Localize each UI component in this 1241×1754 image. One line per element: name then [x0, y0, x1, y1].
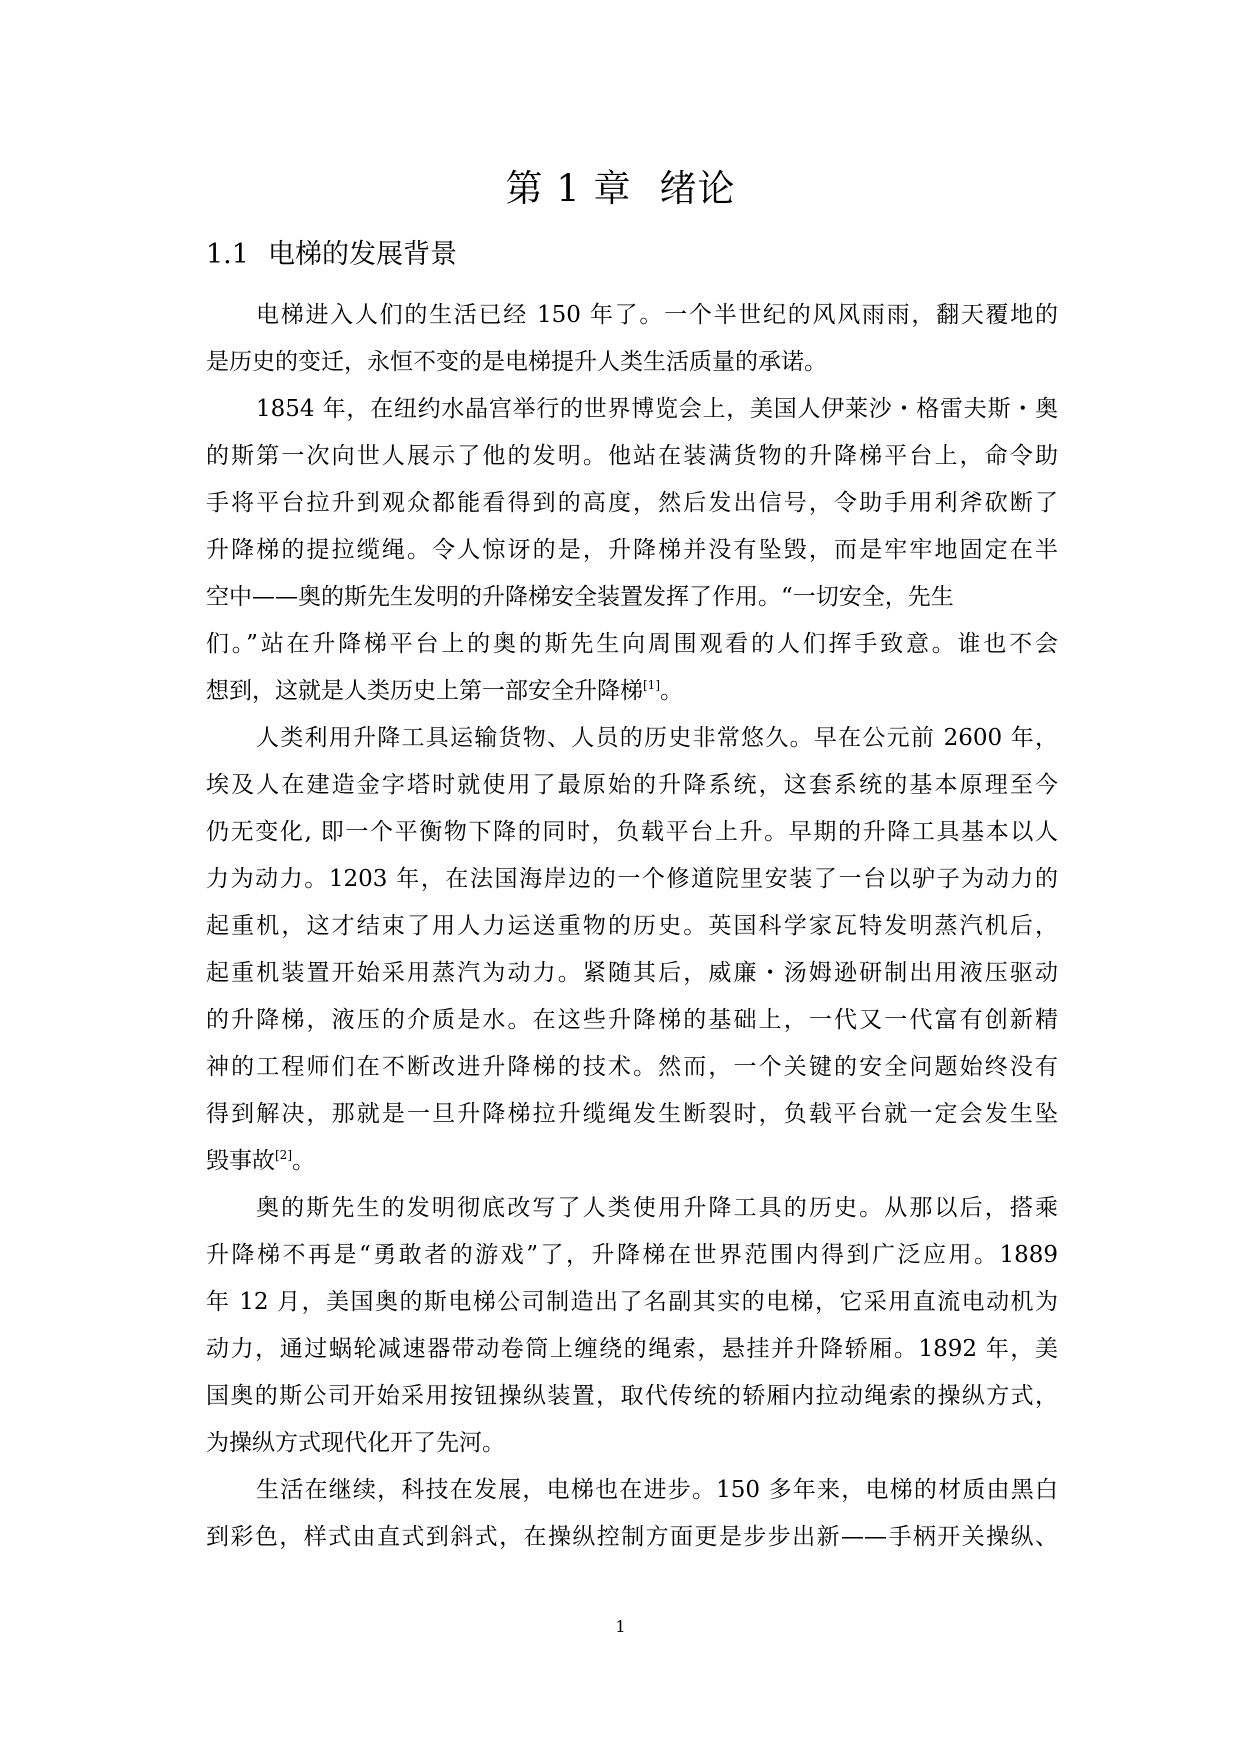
- sentence-end: 。: [292, 1148, 315, 1174]
- text-line: 人类利用升降工具运输货物、人员的历史非常悠久。早在公元前 2600 年，: [256, 725, 1058, 751]
- text-line: 1854 年，在纽约水晶宫举行的世界博览会上，美国人伊莱沙・格雷夫斯・奥: [256, 396, 1058, 422]
- chapter-title: [0, 158, 1241, 212]
- section-heading: [206, 232, 457, 271]
- text-line: 的升降梯，液压的介质是水。在这些升降梯的基础上，一代又一代富有创新精: [206, 1007, 1058, 1033]
- text-line: 到彩色，样式由直式到斜式，在操纵控制方面更是步步出新——手柄开关操纵、: [206, 1524, 1058, 1550]
- text-line: 空中——奥的斯先生发明的升降梯安全装置发挥了作用。“一切安全，先生: [206, 584, 954, 610]
- text-line: 埃及人在建造金字塔时就使用了最原始的升降系统，这套系统的基本原理至今: [206, 772, 1058, 798]
- text-line: 得到解决，那就是一旦升降梯拉升缆绳发生断裂时，负载平台就一定会发生坠: [206, 1101, 1058, 1127]
- text-line: 起重机，这才结束了用人力运送重物的历史。英国科学家瓦特发明蒸汽机后，: [206, 913, 1058, 939]
- text-line: 为操纵方式现代化开了先河。: [206, 1430, 505, 1456]
- text-line: 的斯第一次向世人展示了他的发明。他站在装满货物的升降梯平台上，命令助: [206, 443, 1058, 469]
- text-line-content: 毁事故: [206, 1148, 275, 1174]
- text-line: 升降梯的提拉缆绳。令人惊讶的是，升降梯并没有坠毁，而是牢牢地固定在半: [206, 537, 1058, 563]
- text-line: 力为动力。1203 年，在法国海岸边的一个修道院里安装了一台以驴子为动力的: [206, 866, 1058, 892]
- chapter-name: 绪论: [659, 167, 736, 210]
- citation-ref: [1]: [643, 678, 660, 692]
- body-text: [206, 292, 1058, 1561]
- chapter-label: 第 1 章: [505, 167, 632, 210]
- text-line: 动力，通过蜗轮减速器带动卷筒上缠绕的绳索，悬挂并升降轿厢。1892 年，美: [206, 1336, 1058, 1362]
- text-line: 电梯进入人们的生活已经 150 年了。一个半世纪的风风雨雨，翻天覆地的: [256, 302, 1058, 328]
- page-number: 1: [615, 1617, 626, 1636]
- text-line: 奥的斯先生的发明彻底改写了人类使用升降工具的历史。从那以后，搭乘: [256, 1195, 1058, 1221]
- text-line: 神的工程师们在不断改进升降梯的技术。然而，一个关键的安全问题始终没有: [206, 1054, 1058, 1080]
- text-line: 手将平台拉升到观众都能看得到的高度，然后发出信号，令助手用利斧砍断了: [206, 490, 1058, 516]
- section-number: 1.1: [206, 239, 249, 270]
- text-line: 仍无变化, 即一个平衡物下降的同时，负载平台上升。早期的升降工具基本以人: [206, 819, 1058, 845]
- text-line-content: 想到，这就是人类历史上第一部安全升降梯: [206, 678, 643, 704]
- text-line: 国奥的斯公司开始采用按钮操纵装置，取代传统的轿厢内拉动绳索的操纵方式，: [206, 1383, 1058, 1409]
- section-title: 电梯的发展背景: [268, 239, 457, 270]
- text-line: 升降梯不再是“勇敢者的游戏”了，升降梯在世界范围内得到广泛应用。1889: [206, 1242, 1058, 1268]
- text-line: 是历史的变迁，永恒不变的是电梯提升人类生活质量的承诺。: [206, 349, 827, 375]
- sentence-end: 。: [660, 678, 683, 704]
- text-line: 起重机装置开始采用蒸汽为动力。紧随其后，威廉・汤姆逊研制出用液压驱动: [206, 960, 1058, 986]
- text-line: [206, 1138, 1058, 1185]
- text-line: 生活在继续，科技在发展，电梯也在进步。150 多年来，电梯的材质由黑白: [256, 1477, 1058, 1503]
- text-line: 们。”站在升降梯平台上的奥的斯先生向周围观看的人们挥手致意。谁也不会: [206, 631, 1058, 657]
- text-line: 年 12 月，美国奥的斯电梯公司制造出了名副其实的电梯，它采用直流电动机为: [206, 1289, 1058, 1315]
- citation-ref: [2]: [275, 1148, 292, 1162]
- text-line: [206, 668, 1058, 715]
